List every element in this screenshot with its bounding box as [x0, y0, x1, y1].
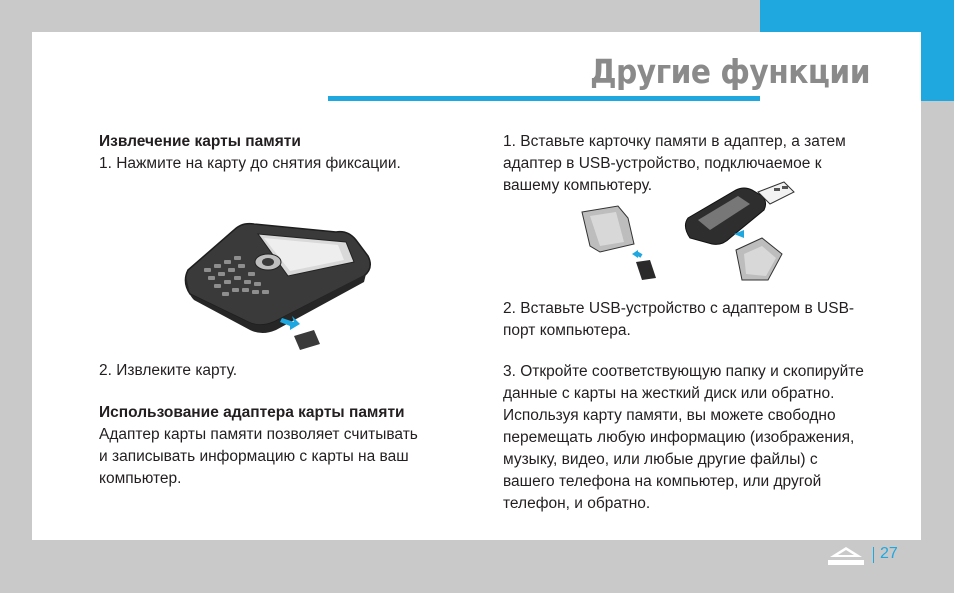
phone-icon: [185, 224, 370, 333]
phone-card-eject-illustration: [178, 210, 378, 358]
footer-separator: [873, 547, 874, 563]
paragraph-line: телефон, и обратно.: [503, 495, 651, 512]
page-title: Другие функции: [590, 52, 870, 91]
arrow-up-icon: [632, 250, 642, 258]
right-column-step3: [503, 361, 893, 515]
paragraph-line: 1. Вставьте карточку памяти в адаптер, а затем: [503, 133, 846, 150]
sd-card-adapter-icon: [582, 206, 634, 252]
paragraph-line: Адаптер карты памяти позволяет считывать: [99, 426, 418, 443]
sd-card-icon: [736, 238, 782, 280]
paragraph-line: данные с карты на жесткий диск или обратно.: [503, 385, 835, 402]
paragraph-line: музыку, видео, или любые другие файлы) с: [503, 451, 818, 468]
paragraph-line: Используя карту памяти, вы можете свободно: [503, 407, 836, 424]
step-text: 2. Извлеките карту.: [99, 362, 238, 379]
brand-logo-icon: [826, 545, 866, 570]
paragraph-line: 2. Вставьте USB-устройство с адаптером в USB-: [503, 300, 855, 317]
section-heading-card-adapter: Использование адаптера карты памяти: [99, 404, 405, 421]
page-number: 27: [880, 545, 898, 562]
left-column-bottom: [99, 360, 459, 490]
usb-adapter-illustration: [578, 180, 800, 290]
paragraph-line: вашего телефона на компьютер, или другой: [503, 473, 822, 490]
paragraph-line: вашему компьютеру.: [503, 177, 653, 194]
paragraph-line: компьютер.: [99, 470, 182, 487]
paragraph-line: 3. Откройте соответствующую папку и скопируйте: [503, 363, 864, 380]
right-column-step2: [503, 298, 893, 342]
paragraph-line: перемещать любую информацию (изображения,: [503, 429, 855, 446]
paragraph-line: порт компьютера.: [503, 322, 631, 339]
left-column-top: [99, 131, 459, 175]
microsd-card-icon: [636, 260, 656, 280]
memory-card-icon: [294, 330, 320, 350]
step-text: 1. Нажмите на карту до снятия фиксации.: [99, 155, 401, 172]
section-heading-card-removal: Извлечение карты памяти: [99, 133, 301, 150]
paragraph-line: адаптер в USB-устройство, подключаемое к: [503, 155, 822, 172]
title-underline: [328, 96, 760, 101]
paragraph-line: и записывать информацию с карты на ваш: [99, 448, 409, 465]
